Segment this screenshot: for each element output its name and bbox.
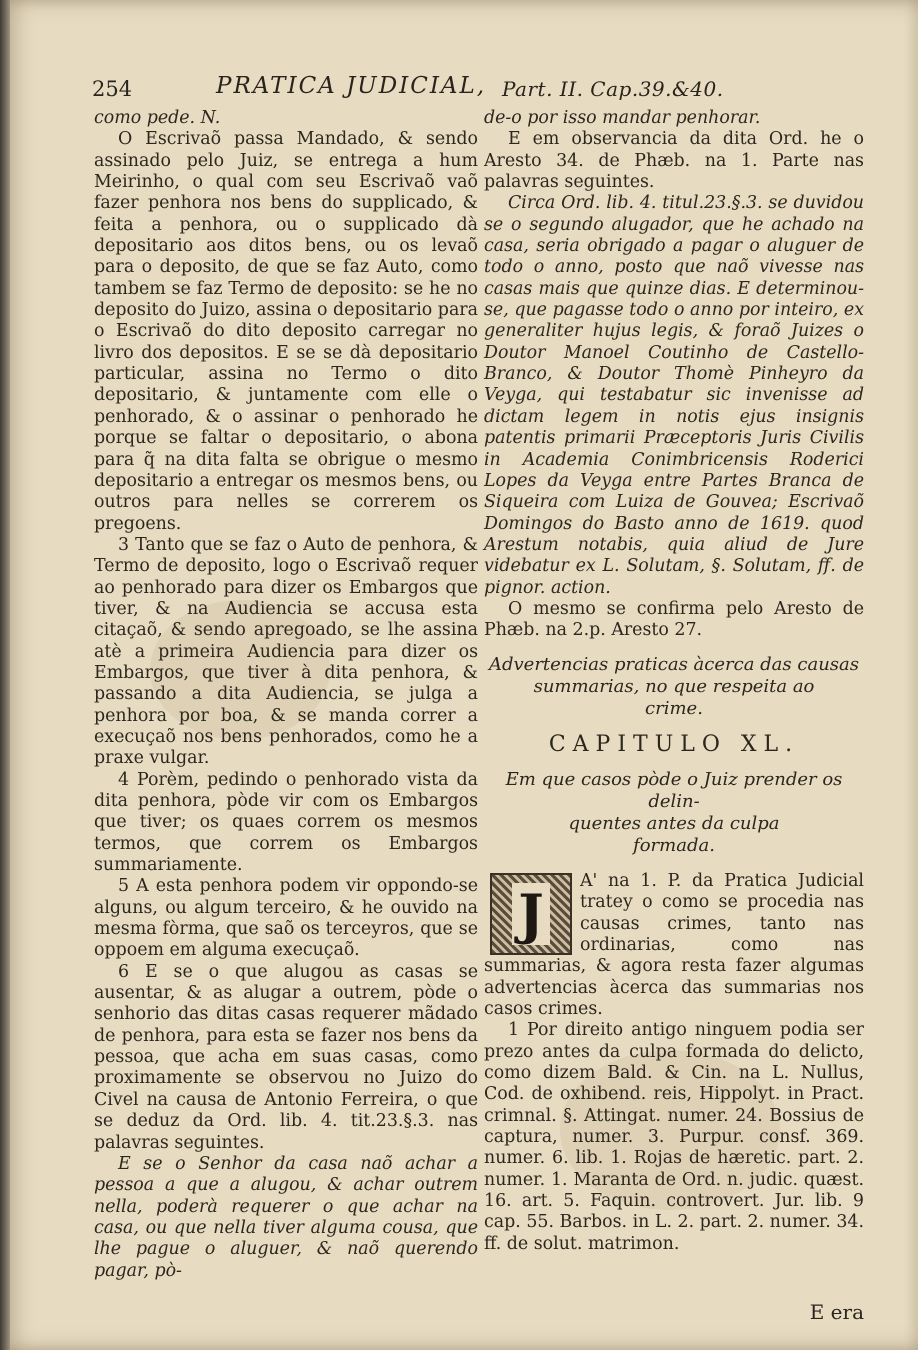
paragraph: 6 E se o que alugou as casas se ausentar, & as alugar a outrem, pòde o senhorio das ditas casas requerer mãdado de penhora, para esta se fazer nos bens da pessoa, que acha em suas casas, como proximamente se observou no Juizo do Civel na causa de Antonio Ferreira, o que se deduz da Ord. lib. 4. tit.23.§.3. nas palavras seguintes.	[94, 961, 478, 1153]
continuation-line: de-o por isso mandar penhorar.	[484, 108, 761, 128]
chapter-title-line: quentes antes da culpa	[568, 812, 780, 834]
folio-number: 254	[92, 77, 133, 101]
chapter-reference: Part. II. Cap.39.&40.	[502, 77, 724, 101]
running-title: PRATICA JUDICIAL,	[216, 73, 487, 99]
paragraph: 4 Porèm, pedindo o penhorado vista da dita penhora, pòde vir com os Embargos que tiver; os quaes correm os mesmos termos, que correm os Embargos summariamente.	[94, 769, 478, 876]
paragraph: E em observancia da dita Ord. he o Aresto 34. de Phæb. na 1. Parte nas palavras seguintes.	[484, 129, 864, 193]
chapter-heading: CAPITULO XL.	[548, 731, 800, 757]
paragraph: 1 Por direito antigo ninguem podia ser prezo antes da culpa formada do delicto, como dizem Bald. & Cin. na L. Nullus, Cod. de oxhibend. reis, Hippolyt. in Pract. crimnal. §. Attingat. numer. 24. Bossius de captura, numer. 3. Purpur. consf. 369. numer. 6. lib. 1. Rojas de hæretic. part. 2. numer. 1. Maranta de Ord. n. judic. quæst. 16. art. 5. Faquin. controvert. Jur. lib. 9 cap. 55. Barbos. in L. 2. part. 2. numer. 34. ff. de solut. matrimon.	[484, 1020, 864, 1254]
chapter-title-line: Em que casos pòde o Juiz prender os delin-	[505, 768, 843, 812]
chapter-opening	[484, 871, 864, 1020]
quotation: E se o Senhor da casa naõ achar a pessoa a que a alugou, & achar outrem nella, poderà requerer o que achar na casa, ou que nella tiver alguma cousa, que lhe pague o aluguer, & naõ querendo pagar, pò-	[94, 1153, 478, 1281]
page-header	[92, 73, 862, 109]
paragraph: 3 Tanto que se faz o Auto de penhora, & Termo de deposito, logo o Escrivaõ requer ao penhorado para dizer os Embargos que tiver, & na Audiencia se accusa esta citaçaõ, & sendo apregoado, se lhe assina atè a primeira Audiencia para dizer os Embargos, que tiver à dita penhora, & passando a dita Audiencia, se julga a penhora por boa, & se manda correr a execuçaõ nos bens penhorados, como he a praxe vulgar.	[94, 534, 478, 769]
left-column	[94, 108, 478, 1282]
binding-gutter	[0, 0, 10, 1350]
paragraph: O mesmo se confirma pelo Aresto de Phæb. na 2.p. Aresto 27.	[484, 598, 864, 641]
chapter-title-line: formada.	[633, 834, 715, 856]
decorated-initial: J	[490, 873, 572, 955]
section-heading-line: Advertencias praticas àcerca das causas	[488, 653, 859, 675]
right-column	[484, 108, 864, 1255]
catchword: E era	[809, 1300, 864, 1324]
paragraph: 5 A esta penhora podem vir oppondo-se alguns, ou algum terceiro, & he ouvido na mesma fòrma, que saõ os terceyros, que se oppoem em alguma execuçaõ.	[94, 876, 478, 961]
aresto-quote: Circa Ord. lib. 4. titul.23.§.3. se duvidou se o segundo alugador, que he achado na casa, seria obrigado a pagar o aluguer de todo o anno, posto que naõ vivesse nas casas mais que quinze dias. E determinou-se, que pagasse todo o anno por inteiro, ex generaliter hujus legis, & foraõ Juizes o Doutor Manoel Coutinho de Castello-Branco, & Doutor Thomè Pinheyro da Veyga, qui testabatur sic invenisse ad dictam legem in notis ejus insignis patentis primarii Præceptoris Juris Civilis in Academia Conimbricensis Roderici Lopes da Veyga entre Partes Branca de Siqueira com Luiza de Gouvea; Escrivaõ Domingos do Basto anno de 1619. quod Arestum notabis, quia aliud de Jure videbatur ex L. Solutam, §. Solutam, ff. de pignor. action.	[484, 193, 864, 598]
paragraph: como pede. N.	[94, 108, 221, 128]
paragraph: A' na 1. P. da Pratica Judicial tratey o como se procedia nas causas crimes, tanto nas ordinarias, como nas summarias, & agora resta fazer algumas advertencias àcerca das summarias nos casos crimes.	[484, 870, 864, 1019]
section-heading-line: crime.	[645, 697, 703, 719]
paragraph: O Escrivaõ passa Mandado, & sendo assinado pelo Juiz, se entrega a hum Meirinho, o qual com seu Escrivaõ vaõ fazer penhora nos bens do supplicado, & feita a penhora, ou o supplicado dà depositario aos ditos bens, ou os levaõ para o deposito, de que se faz Auto, como tambem se faz Termo de deposito: se he no deposito do Juizo, assina o depositario para o Escrivaõ do dito deposito carregar no livro dos depositos. E se se dà depositario particular, assina no Termo o dito depositario, & juntamente com elle o penhorado, & o assinar o penhorado he porque se faltar o depositario, o abona para q̃ na dita falta se obrigue o mesmo depositario a entregar os mesmos bens, ou outros para nelles se correrem os pregoens.	[94, 129, 478, 534]
section-heading-line: summarias, no que respeita ao	[533, 675, 815, 697]
